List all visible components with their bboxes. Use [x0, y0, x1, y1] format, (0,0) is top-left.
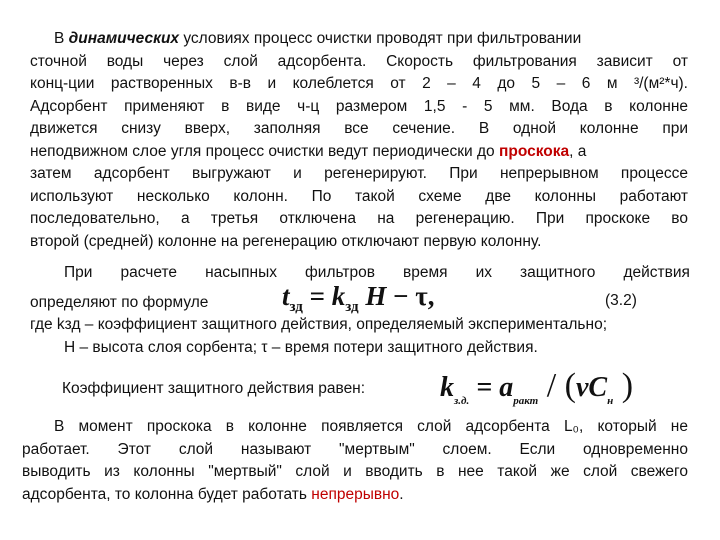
formula-symbol: H [358, 281, 387, 311]
text-line: конц-ции растворенных в-в и колеблется от 2 – 4 до 5 – 6 м ³/(м²*ч). [30, 75, 688, 92]
text-line: В момент проскока в колонне появляется слой адсорбента L₀, который не [54, 418, 688, 435]
formula-symbol: a [499, 372, 514, 403]
text-line: H – высота слоя сорбента; τ – время потери защитного действия. [64, 338, 538, 356]
text-span: условиях процесс очистки проводят при фильтровании [179, 30, 582, 47]
text-line [22, 484, 688, 507]
text-line: Адсорбент применяют в виде ч-ц размером 1,5 - 5 мм. Вода в колонне [30, 97, 688, 115]
text-span: . [399, 485, 404, 503]
formula-bracket: ( [564, 367, 576, 404]
formula-protective-time [282, 281, 435, 315]
word: расчете [120, 264, 178, 281]
formula-subscript: ракт [513, 395, 539, 407]
text-line: второй (средней) колонне на регенерацию отключают первую колонну. [30, 232, 542, 250]
text-line: работает. Этот слой называют "мертвым" слоем. Если одновременно [22, 440, 688, 458]
formula-operator: − [386, 281, 416, 311]
formula-bracket: ) [613, 367, 634, 404]
text-line [30, 28, 688, 51]
formula-subscript: з.д. [454, 395, 470, 407]
text-line [30, 141, 688, 164]
word: защитного [520, 264, 596, 281]
text-line: затем адсорбент выгружают и регенерируют. При непрерывном процессе [30, 165, 688, 182]
text-span: адсорбента, то колонна будет работать [22, 485, 312, 503]
formula-operator: = [302, 281, 332, 311]
word: При [64, 264, 93, 281]
formula-symbol: k [331, 281, 346, 311]
highlight-breakthrough: проскока [498, 142, 570, 160]
text-line: где kзд – коэффициент защитного действия, определяемый экспериментально; [30, 316, 607, 333]
text-line: последовательно, а третья отключена на регенерацию. При проскоке во [30, 210, 688, 227]
formula-subscript: зд [345, 299, 359, 315]
formula-symbol: vC [576, 372, 608, 403]
text-line: сточной воды через слой адсорбента. Скорость фильтрования зависит от [30, 52, 688, 70]
word: фильтров [305, 264, 375, 281]
text-line: используют несколько колонн. По такой схеме две колонны работают [30, 187, 688, 205]
formula-operator: / [538, 367, 565, 404]
equation-number: (3.2) [605, 292, 637, 309]
text-line: определяют по формуле [30, 293, 209, 311]
paragraph-dynamic-conditions [30, 28, 688, 253]
text-line: выводить из колонны "мертвый" слой и вводить в нее такой же слой свежего [22, 463, 688, 480]
word: время [402, 264, 448, 281]
paragraph-dead-layer [22, 416, 688, 506]
formula-subscript: зд [289, 299, 303, 315]
word: их [475, 264, 492, 281]
formula-operator: = [469, 372, 500, 403]
formula-coefficient [440, 367, 633, 405]
formula-subscript: н [607, 395, 614, 407]
formula-symbol: k [440, 372, 454, 403]
coefficient-label: Коэффициент защитного действия равен: [62, 380, 366, 397]
text-span: В [54, 30, 69, 47]
text-span: , а [569, 142, 587, 160]
word: насыпных [205, 264, 277, 281]
text-line: движется снизу вверх, заполняя все сечение. В одной колонне при [30, 120, 688, 137]
highlight-continuous: непрерывно [311, 485, 400, 503]
formula-symbol: t [282, 281, 290, 311]
formula-symbol: τ, [415, 281, 435, 311]
emphasis-dynamic: динамических [68, 30, 180, 47]
text-span: неподвижном слое угля процесс очистки ведут периодически до [30, 142, 499, 160]
word: действия [623, 264, 690, 281]
